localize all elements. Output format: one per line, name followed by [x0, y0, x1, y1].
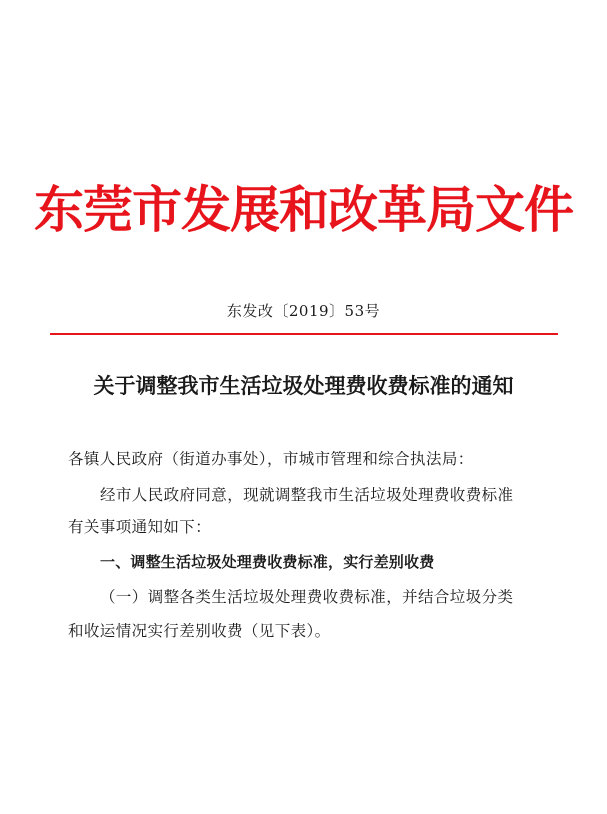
paragraph-line: 经市人民政府同意，现就调整我市生活垃圾处理费收费标准 [100, 486, 514, 504]
paragraph-line: 有关事项通知如下： [68, 518, 212, 536]
red-divider-line [50, 333, 558, 335]
section-heading: 一、调整生活垃圾处理费收费标准，实行差别收费 [100, 553, 435, 571]
salutation-line: 各镇人民政府（街道办事处），市城市管理和综合执法局： [68, 450, 474, 468]
paragraph-line: 和收运情况实行差别收费（见下表）。 [68, 622, 331, 640]
document-header-title: 东莞市发展和改革局文件 [34, 180, 573, 239]
paragraph-line: （一）调整各类生活垃圾处理费收费标准，并结合垃圾分类 [100, 588, 514, 606]
notice-title: 关于调整我市生活垃圾处理费收费标准的通知 [93, 373, 514, 398]
document-number: 东发改〔2019〕53号 [226, 302, 381, 320]
